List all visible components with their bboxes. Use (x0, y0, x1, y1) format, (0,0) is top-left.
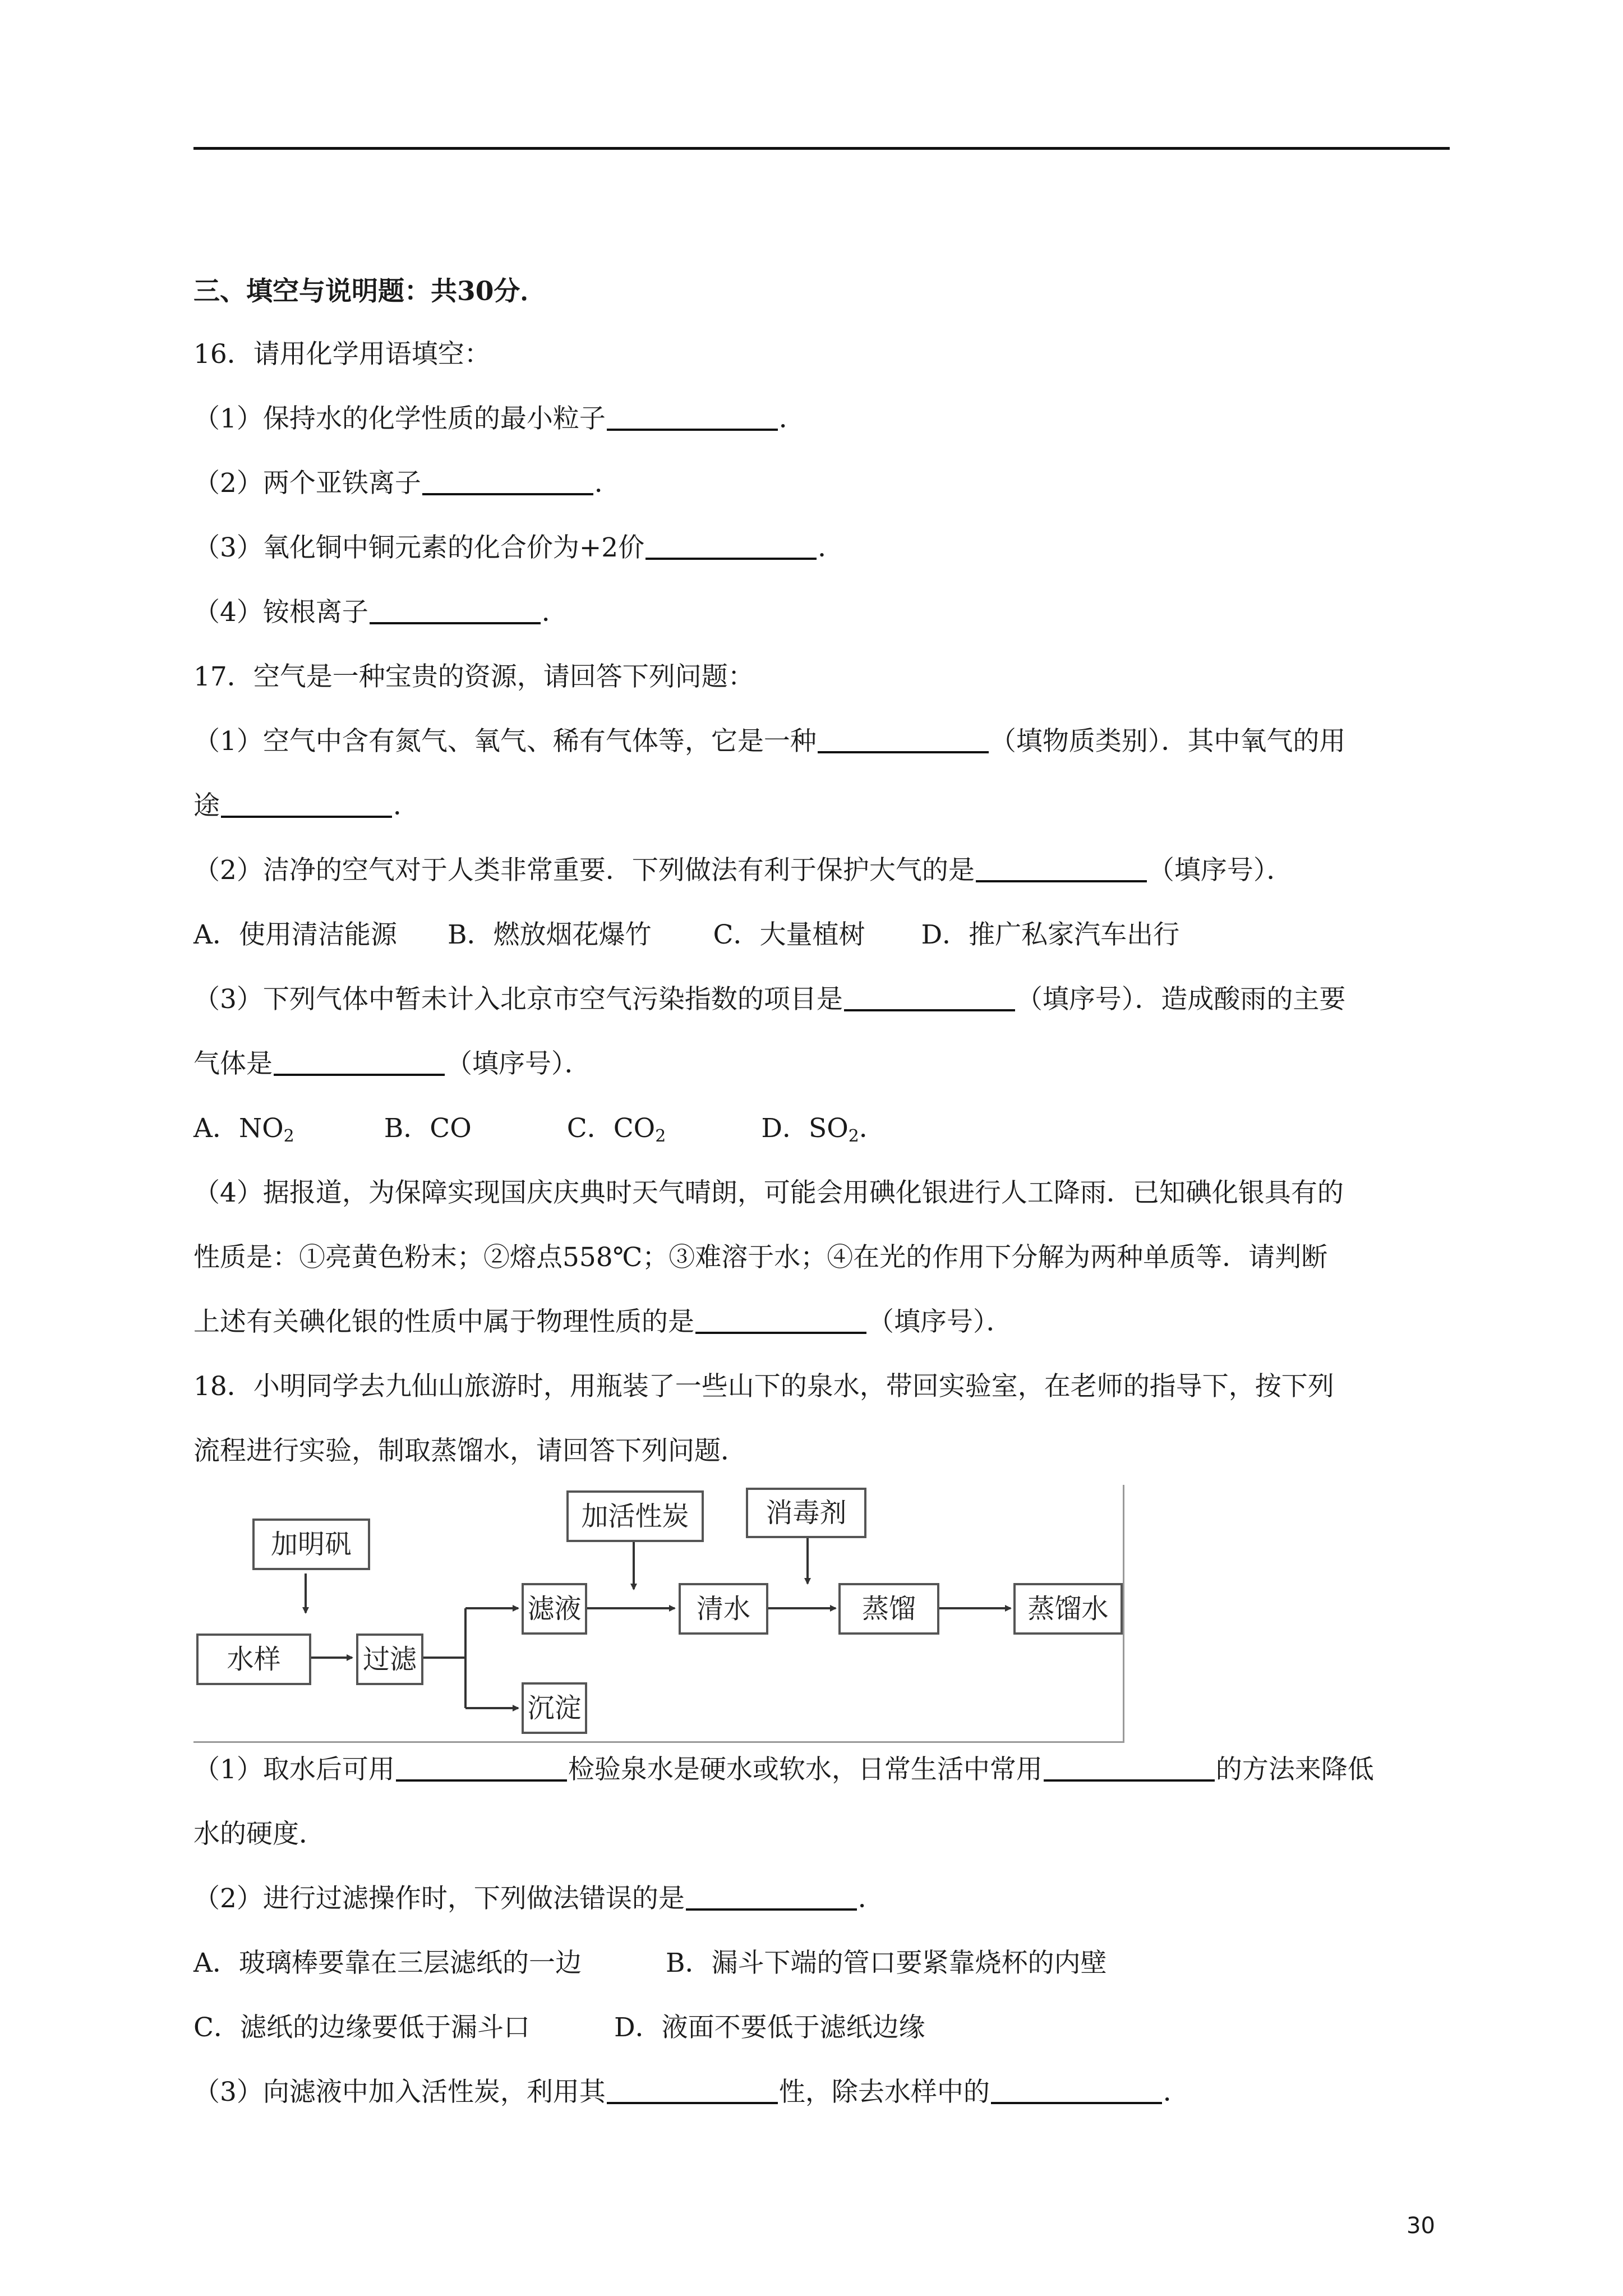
q17-part3-text: （3）下列气体中暂未计入北京市空气污染指数的项目是 (193, 984, 843, 1015)
q18-part1-line1 (193, 1753, 1374, 1787)
q17-part2-text2: （填序号）． (1147, 855, 1293, 886)
add-activated-carbon-box: 加活性炭 (566, 1490, 704, 1542)
answer-blank[interactable] (396, 1755, 567, 1782)
option-a: A．使用清洁能源 (193, 919, 397, 950)
answer-blank[interactable] (991, 2077, 1162, 2104)
option-a: A．$NO_2$ (193, 1113, 294, 1146)
answer-blank[interactable] (607, 404, 778, 431)
q17-part4-line1: （4）据报道，为保障实现国庆庆典时天气晴朗，可能会用碘化银进行人工降雨．已知碘化银具有的 (193, 1177, 1344, 1208)
answer-blank[interactable] (422, 468, 593, 495)
q18-part1-text3: 的方法来降低 (1215, 1754, 1374, 1785)
q17-part1-text: （1）空气中含有氮气、氧气、稀有气体等，它是一种 (193, 726, 817, 757)
q17-part3-text4: （填序号）． (446, 1048, 591, 1079)
water-process-flowchart (193, 1485, 1124, 1743)
q17-part2-options (193, 918, 1179, 952)
q17-part3-text2: （填序号）．造成酸雨的主要 (1016, 984, 1346, 1015)
q18-part3-text2: 性，除去水样中的 (778, 2077, 990, 2108)
option-d: D．$SO_2$． (761, 1113, 886, 1146)
add-alum-box: 加明矾 (252, 1519, 370, 1570)
option-c: C．大量植树 (713, 919, 865, 950)
q17-part3-options (193, 1112, 886, 1153)
q18-part3: （3）向滤液中加入活性炭，利用其 性，除去水样中的 ． (193, 2077, 1189, 2108)
water-sample-box: 水样 (196, 1634, 311, 1685)
answer-blank[interactable] (274, 1049, 445, 1076)
q18-part2-text: （2）进行过滤操作时，下列做法错误的是 (193, 1883, 685, 1914)
q17-stem: 17．空气是一种宝贵的资源，请回答下列问题： (193, 661, 754, 692)
distillation-box: 蒸馏 (838, 1583, 939, 1635)
q18-part1-text: （1）取水后可用 (193, 1754, 395, 1785)
q18-stem-line2: 流程进行实验，制取蒸馏水，请回答下列问题． (193, 1435, 747, 1466)
q16-part2: （2）两个亚铁离子 ． (193, 468, 621, 499)
clear-water-box: 清水 (679, 1583, 768, 1635)
precipitate-box: 沉淀 (522, 1682, 587, 1734)
q18-stem-line1: 18．小明同学去九仙山旅游时，用瓶装了一些山下的泉水，带回实验室，在老师的指导下，按下列 (193, 1371, 1334, 1402)
answer-blank[interactable] (1044, 1755, 1215, 1782)
section-title: 三、填空与说明题：共30分． (193, 276, 547, 307)
q18-part2-options-row2 (193, 2011, 925, 2045)
q16-part4-text: （4）铵根离子 (193, 597, 368, 628)
answer-blank[interactable] (221, 791, 392, 818)
q16-part3: （3）氧化铜中铜元素的化合价为+2价 ． (193, 532, 845, 563)
answer-blank[interactable] (607, 2077, 778, 2104)
q16-part1: （1）保持水的化学性质的最小粒子 ． (193, 403, 805, 434)
q17-part3-line1 (193, 983, 1345, 1016)
q18-part3-text: （3）向滤液中加入活性炭，利用其 (193, 2077, 606, 2108)
answer-blank[interactable] (695, 1307, 866, 1334)
answer-blank[interactable] (818, 726, 989, 753)
distilled-water-box: 蒸馏水 (1013, 1583, 1123, 1635)
option-b: B．燃放烟花爆竹 (447, 919, 652, 950)
q17-part1-line1 (193, 725, 1345, 758)
disinfectant-box: 消毒剂 (746, 1488, 866, 1538)
filtrate-box: 滤液 (522, 1583, 587, 1635)
option-c: C．$CO_2$ (566, 1113, 666, 1146)
q16-part4: （4）铵根离子 ． (193, 597, 568, 628)
q17-part4-line3 (193, 1305, 1013, 1339)
q16-part3-text: （3）氧化铜中铜元素的化合价为+2价 (193, 532, 645, 563)
q17-part2 (193, 854, 1293, 887)
q18-part2-options-row1 (193, 1947, 1107, 1980)
answer-blank[interactable] (370, 597, 541, 624)
q17-part3-line2 (193, 1047, 591, 1081)
answer-blank[interactable] (645, 533, 817, 560)
q17-part1-line2: 途 ． (193, 790, 419, 821)
q17-part4-text2: （填序号）． (868, 1306, 1013, 1337)
option-b: B．漏斗下端的管口要紧靠烧杯的内壁 (665, 1948, 1107, 1978)
option-d: D．液面不要低于滤纸边缘 (614, 2012, 925, 2043)
answer-blank[interactable] (976, 855, 1147, 882)
header-rule (193, 147, 1450, 150)
option-a: A．玻璃棒要靠在三层滤纸的一边 (193, 1948, 582, 1978)
q16-stem: 16．请用化学用语填空： (193, 339, 491, 370)
answer-blank[interactable] (686, 1884, 857, 1911)
q17-part3-text3: 气体是 (193, 1048, 273, 1079)
q16-part1-text: （1）保持水的化学性质的最小粒子 (193, 403, 606, 434)
q18-part1-line2: 水的硬度． (193, 1819, 325, 1849)
answer-blank[interactable] (844, 984, 1015, 1011)
q18-part2: （2）进行过滤操作时，下列做法错误的是 ． (193, 1883, 884, 1914)
q17-part1-text2: （填物质类别）．其中氧气的用 (989, 726, 1346, 757)
option-c: C．滤纸的边缘要低于漏斗口 (193, 2012, 530, 2043)
q16-part2-text: （2）两个亚铁离子 (193, 468, 421, 499)
q17-part2-text: （2）洁净的空气对于人类非常重要．下列做法有利于保护大气的是 (193, 855, 975, 886)
filter-box: 过滤 (356, 1634, 423, 1685)
q17-part1-text3: 途 (193, 790, 220, 821)
q17-part4-text: 上述有关碘化银的性质中属于物理性质的是 (193, 1306, 694, 1337)
option-d: D．推广私家汽车出行 (921, 919, 1180, 950)
q17-part4-line2: 性质是：①亮黄色粉末；②熔点558℃；③难溶于水；④在光的作用下分解为两种单质等．请判断 (193, 1242, 1328, 1273)
q18-part1-text2: 检验泉水是硬水或软水，日常生活中常用 (568, 1754, 1043, 1785)
option-b: B．CO (384, 1113, 472, 1144)
page-number: 30 (1407, 2213, 1435, 2239)
